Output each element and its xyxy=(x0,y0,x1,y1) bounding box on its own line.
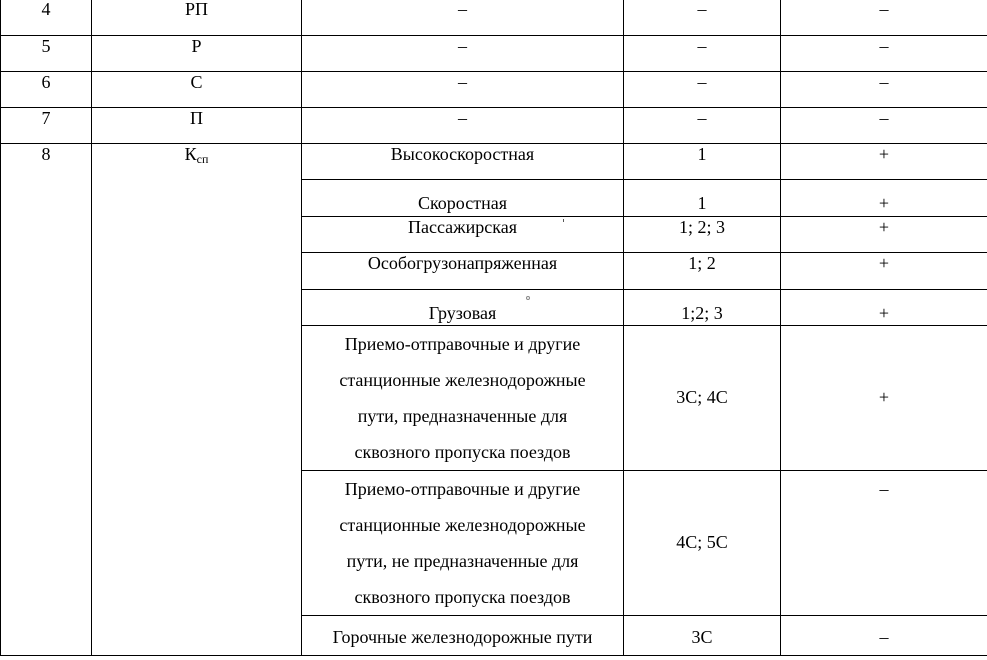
row-number-cell: 6 xyxy=(1,71,92,107)
mark-cell: + xyxy=(781,325,987,470)
type-cell: РП xyxy=(92,0,302,35)
purpose-cell: – xyxy=(302,0,624,35)
stray-tick-mark xyxy=(563,219,564,222)
type-cell: П xyxy=(92,107,302,143)
row-number-cell: 7 xyxy=(1,107,92,143)
category-cell: 3С; 4С xyxy=(624,325,781,470)
mark-cell: + xyxy=(781,252,987,289)
purpose-cell: – xyxy=(302,35,624,71)
type-main-text: К xyxy=(184,143,197,164)
purpose-cell: Скоростная xyxy=(302,179,624,216)
row-number-cell: 4 xyxy=(1,0,92,35)
type-cell xyxy=(92,143,302,655)
mark-cell: – xyxy=(781,615,987,655)
category-cell: – xyxy=(624,71,781,107)
purpose-cell: Пассажирская xyxy=(302,216,624,252)
purpose-cell: – xyxy=(302,71,624,107)
category-cell: 1; 2 xyxy=(624,252,781,289)
purpose-cell: Горочные железнодорожные пути xyxy=(302,615,624,655)
table-row xyxy=(1,107,987,143)
mark-cell: + xyxy=(781,179,987,216)
category-cell: – xyxy=(624,35,781,71)
purpose-cell: – xyxy=(302,107,624,143)
stray-dot-mark xyxy=(526,296,530,300)
mark-cell: – xyxy=(781,71,987,107)
table-row xyxy=(1,71,987,107)
purpose-cell xyxy=(302,325,624,470)
category-cell: – xyxy=(624,0,781,35)
category-cell: 1 xyxy=(624,143,781,179)
purpose-line: пути, предназначенные для xyxy=(357,405,568,426)
purpose-line: станционные железнодорожные xyxy=(339,369,586,390)
category-cell: 1;2; 3 xyxy=(624,289,781,325)
mark-cell: – xyxy=(781,35,987,71)
purpose-cell: Высокоскоростная xyxy=(302,143,624,179)
type-subscript-text: сп xyxy=(196,151,209,166)
purpose-line: сквозного пропуска поездов xyxy=(354,586,571,607)
category-cell: 3С xyxy=(624,615,781,655)
mark-cell: – xyxy=(781,107,987,143)
row-number-cell: 5 xyxy=(1,35,92,71)
mark-cell: – xyxy=(781,470,987,615)
category-cell: 1 xyxy=(624,179,781,216)
table-row xyxy=(1,0,987,35)
type-cell: С xyxy=(92,71,302,107)
mark-cell: + xyxy=(781,216,987,252)
type-cell: Р xyxy=(92,35,302,71)
category-cell: – xyxy=(624,107,781,143)
mark-cell: + xyxy=(781,143,987,179)
table-row xyxy=(1,35,987,71)
category-cell: 1; 2; 3 xyxy=(624,216,781,252)
row-number-cell: 8 xyxy=(1,143,92,655)
purpose-line: Приемо-отправочные и другие xyxy=(344,478,581,499)
table-row xyxy=(1,143,987,179)
purpose-line: Приемо-отправочные и другие xyxy=(344,333,581,354)
mark-cell: – xyxy=(781,0,987,35)
purpose-line: сквозного пропуска поездов xyxy=(354,441,571,462)
purpose-line: пути, не предназначенные для xyxy=(346,550,579,571)
category-cell: 4С; 5С xyxy=(624,470,781,615)
purpose-cell: Особогрузонапряженная xyxy=(302,252,624,289)
purpose-cell xyxy=(302,470,624,615)
purpose-line: станционные железнодорожные xyxy=(339,514,586,535)
mark-cell: + xyxy=(781,289,987,325)
purpose-cell: Грузовая xyxy=(302,289,624,325)
